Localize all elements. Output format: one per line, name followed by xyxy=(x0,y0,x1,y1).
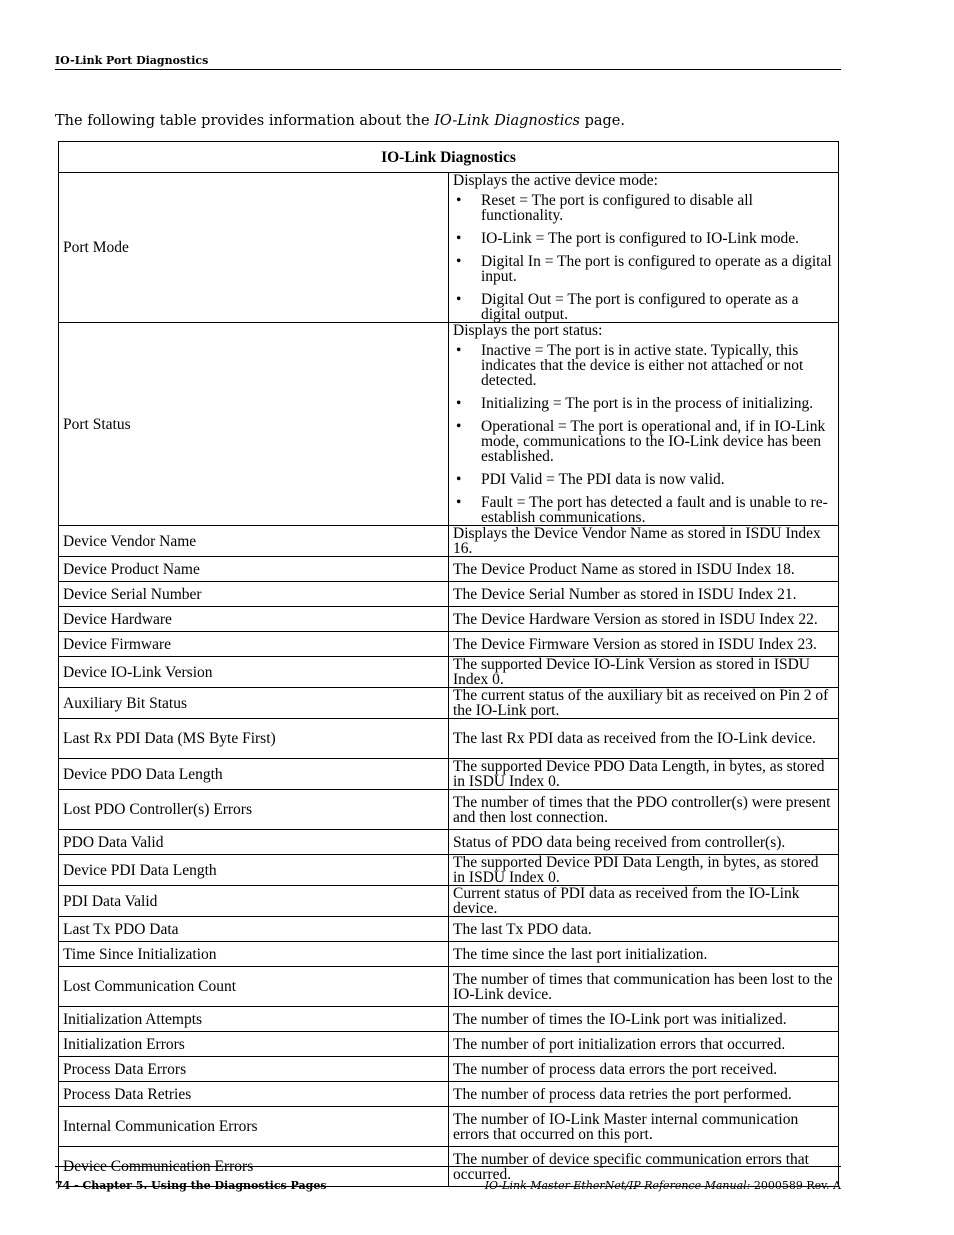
table-row xyxy=(59,657,839,688)
table-row xyxy=(59,526,839,557)
table-row xyxy=(59,557,839,582)
parameter-description: The number of port initialization errors that occurred. xyxy=(449,1032,839,1057)
parameter-name: Auxiliary Bit Status xyxy=(59,688,449,719)
table-row xyxy=(59,1057,839,1082)
table-row xyxy=(59,855,839,886)
intro-text-end: page. xyxy=(579,113,625,129)
table-row xyxy=(59,1007,839,1032)
list-item xyxy=(453,292,834,322)
list-item-text: Digital In = The port is configured to operate as a digital input. xyxy=(481,253,832,285)
table-row xyxy=(59,1032,839,1057)
description-lead: Displays the active device mode: xyxy=(453,172,658,189)
running-header xyxy=(55,54,841,70)
list-item xyxy=(453,254,834,284)
parameter-description: The number of device specific communication errors that occurred. xyxy=(449,1147,839,1187)
parameter-name: Lost Communication Count xyxy=(59,967,449,1007)
parameter-name: Device PDO Data Length xyxy=(59,759,449,790)
table-row xyxy=(59,942,839,967)
table-row xyxy=(59,719,839,759)
parameter-name: Last Tx PDO Data xyxy=(59,917,449,942)
table-row xyxy=(59,688,839,719)
table-row xyxy=(59,759,839,790)
intro-emphasis: IO-Link Diagnostics xyxy=(434,113,580,129)
table-row xyxy=(59,607,839,632)
list-item xyxy=(453,231,834,246)
parameter-description: The number of IO-Link Master internal communication errors that occurred on this port. xyxy=(449,1107,839,1147)
parameter-name: Device Vendor Name xyxy=(59,526,449,557)
table-body xyxy=(59,173,839,1187)
list-item-text: IO-Link = The port is configured to IO-Link mode. xyxy=(481,230,799,247)
parameter-name: PDI Data Valid xyxy=(59,886,449,917)
page-footer xyxy=(55,1166,841,1192)
parameter-description: The Device Hardware Version as stored in ISDU Index 22. xyxy=(449,607,839,632)
table-row xyxy=(59,1107,839,1147)
table-header-row xyxy=(59,142,839,173)
list-item-text: Inactive = The port is in active state. Typically, this indicates that the device is either not attached or not detected. xyxy=(481,342,804,389)
list-item xyxy=(453,193,834,223)
io-link-diagnostics-table xyxy=(58,141,839,1187)
intro-paragraph xyxy=(55,112,841,130)
table-row xyxy=(59,917,839,942)
parameter-description: The last Rx PDI data as received from the IO-Link device. xyxy=(449,719,839,759)
table-row xyxy=(59,886,839,917)
parameter-name: Device Serial Number xyxy=(59,582,449,607)
parameter-description: The supported Device PDI Data Length, in bytes, as stored in ISDU Index 0. xyxy=(449,855,839,886)
parameter-description xyxy=(449,323,839,526)
parameter-name: Initialization Errors xyxy=(59,1032,449,1057)
parameter-name: Device Firmware xyxy=(59,632,449,657)
description-lead: Displays the port status: xyxy=(453,322,603,339)
table-row xyxy=(59,790,839,830)
parameter-description: The last Tx PDO data. xyxy=(449,917,839,942)
bullet-icon: • xyxy=(456,192,462,209)
parameter-description: The number of process data retries the port performed. xyxy=(449,1082,839,1107)
bullet-icon: • xyxy=(456,342,462,359)
parameter-name: Device IO-Link Version xyxy=(59,657,449,688)
bullet-icon: • xyxy=(456,471,462,488)
bullet-icon: • xyxy=(456,494,462,511)
footer-chapter: 74 - Chapter 5. Using the Diagnostics Pages xyxy=(55,1179,327,1192)
list-item-text: Digital Out = The port is configured to operate as a digital output. xyxy=(481,291,799,323)
parameter-name: Device Communication Errors xyxy=(59,1147,449,1187)
bullet-icon: • xyxy=(456,230,462,247)
list-item xyxy=(453,495,834,525)
parameter-description: The number of times that communication has been lost to the IO-Link device. xyxy=(449,967,839,1007)
parameter-description: Status of PDO data being received from controller(s). xyxy=(449,830,839,855)
parameter-description: The current status of the auxiliary bit as received on Pin 2 of the IO-Link port. xyxy=(449,688,839,719)
parameter-name: Process Data Errors xyxy=(59,1057,449,1082)
parameter-name: PDO Data Valid xyxy=(59,830,449,855)
parameter-description: The number of times that the PDO controller(s) were present and then lost connection. xyxy=(449,790,839,830)
bullet-icon: • xyxy=(456,418,462,435)
parameter-name: Last Rx PDI Data (MS Byte First) xyxy=(59,719,449,759)
bullet-icon: • xyxy=(456,395,462,412)
table-row xyxy=(59,967,839,1007)
parameter-description: The number of process data errors the port received. xyxy=(449,1057,839,1082)
parameter-description: The supported Device IO-Link Version as stored in ISDU Index 0. xyxy=(449,657,839,688)
parameter-name: Device Hardware xyxy=(59,607,449,632)
list-item xyxy=(453,472,834,487)
bullet-list xyxy=(453,343,834,525)
parameter-description: The Device Firmware Version as stored in ISDU Index 23. xyxy=(449,632,839,657)
list-item-text: Operational = The port is operational and, if in IO-Link mode, communications to the IO-Link device has been established. xyxy=(481,418,826,465)
parameter-description xyxy=(449,173,839,323)
table-row xyxy=(59,173,839,323)
list-item xyxy=(453,419,834,464)
parameter-description: The Device Serial Number as stored in ISDU Index 21. xyxy=(449,582,839,607)
parameter-name: Time Since Initialization xyxy=(59,942,449,967)
footer-manual-title: IO-Link Master EtherNet/IP Reference Manual: xyxy=(484,1179,751,1192)
parameter-description: The Device Product Name as stored in ISDU Index 18. xyxy=(449,557,839,582)
parameter-name: Process Data Retries xyxy=(59,1082,449,1107)
list-item-text: PDI Valid = The PDI data is now valid. xyxy=(481,471,725,488)
parameter-name: Port Status xyxy=(59,323,449,526)
list-item-text: Initializing = The port is in the process of initializing. xyxy=(481,395,814,412)
footer-manual xyxy=(485,1179,841,1192)
list-item xyxy=(453,343,834,388)
section-title: IO-Link Port Diagnostics xyxy=(55,54,209,67)
parameter-name: Port Mode xyxy=(59,173,449,323)
list-item xyxy=(453,396,834,411)
list-item-text: Reset = The port is configured to disable all functionality. xyxy=(481,192,753,224)
parameter-description: The number of times the IO-Link port was initialized. xyxy=(449,1007,839,1032)
intro-text: The following table provides information about the xyxy=(55,113,435,129)
table-row xyxy=(59,632,839,657)
parameter-name: Internal Communication Errors xyxy=(59,1107,449,1147)
list-item-text: Fault = The port has detected a fault and is unable to re-establish communications. xyxy=(481,494,828,526)
table-row xyxy=(59,323,839,526)
bullet-list xyxy=(453,193,834,322)
parameter-description: Current status of PDI data as received from the IO-Link device. xyxy=(449,886,839,917)
table-row xyxy=(59,830,839,855)
table-row xyxy=(59,582,839,607)
parameter-name: Device PDI Data Length xyxy=(59,855,449,886)
parameter-description: Displays the Device Vendor Name as stored in ISDU Index 16. xyxy=(449,526,839,557)
bullet-icon: • xyxy=(456,253,462,270)
bullet-icon: • xyxy=(456,291,462,308)
parameter-name: Device Product Name xyxy=(59,557,449,582)
parameter-description: The time since the last port initialization. xyxy=(449,942,839,967)
parameter-description: The supported Device PDO Data Length, in bytes, as stored in ISDU Index 0. xyxy=(449,759,839,790)
parameter-name: Lost PDO Controller(s) Errors xyxy=(59,790,449,830)
footer-doc-number: 2000589 Rev. A xyxy=(750,1179,841,1192)
parameter-name: Initialization Attempts xyxy=(59,1007,449,1032)
table-title: IO-Link Diagnostics xyxy=(59,142,839,173)
table-row xyxy=(59,1082,839,1107)
